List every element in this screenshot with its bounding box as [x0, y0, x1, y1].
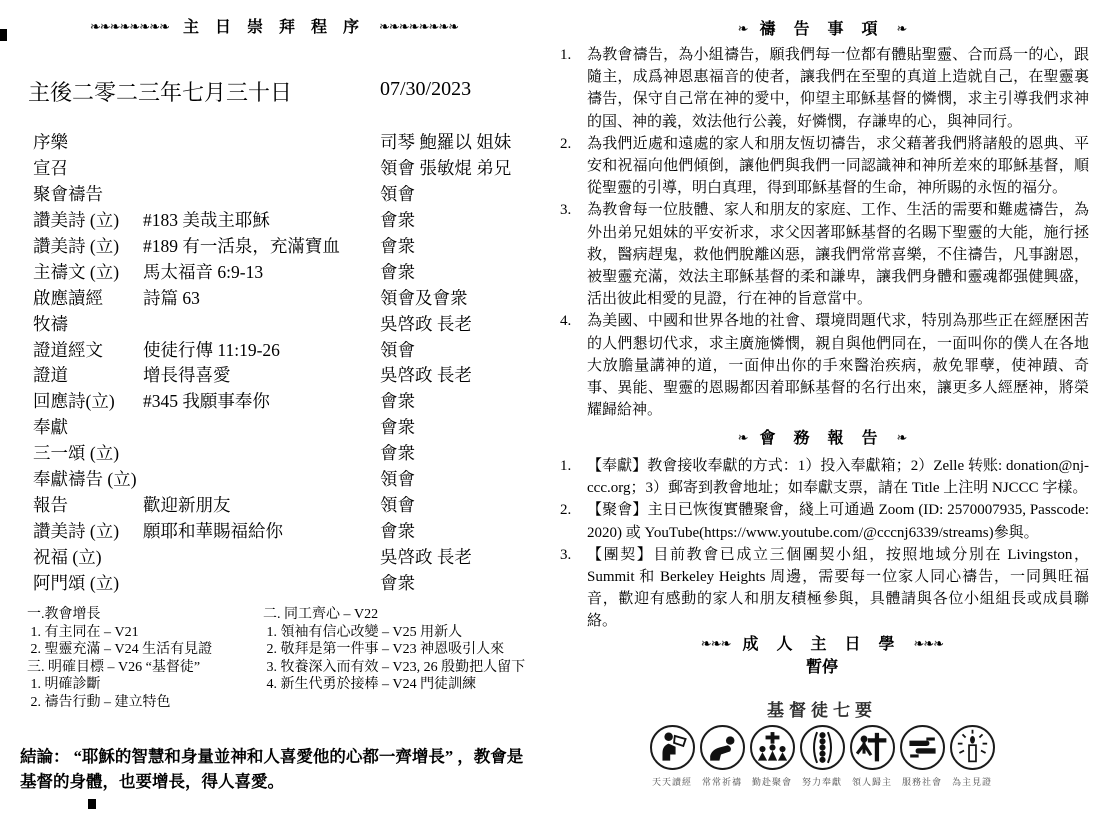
outline-line: 1. 明確診斷 [27, 677, 101, 693]
essential-label: 天天讀經 [651, 777, 692, 787]
christian-seven-essentials [548, 696, 1096, 788]
program-row [33, 284, 545, 310]
program-row [33, 491, 545, 517]
conclusion-text: 結論： “耶穌的智慧和身量並神和人喜愛他的心都一齊增長” ，教會是基督的身體，也要增長，得人喜愛。 [20, 747, 524, 791]
program-item-detail: 詩篇 63 [143, 287, 200, 308]
program-item-label: 序樂 [33, 132, 68, 153]
essential-label: 勤赴聚會 [751, 777, 792, 787]
essential-label: 為主見證 [951, 777, 992, 787]
program-row [33, 466, 545, 492]
essential-cell [897, 725, 947, 788]
list-item [560, 44, 1089, 133]
church-report-list [560, 455, 1089, 633]
program-item-label: 奉獻禱告 (立) [33, 469, 137, 490]
program-row [33, 440, 545, 466]
swirl-ornament-icon: ❧❧❧❧❧❧❧❧ [379, 20, 459, 35]
program-row [33, 543, 545, 569]
program-item-label: 報告 [33, 494, 68, 515]
prayer-items-header [548, 16, 1096, 39]
program-item-detail: 願耶和華賜福給你 [143, 520, 283, 541]
program-item-person: 會衆 [380, 572, 415, 593]
program-item-detail: #189 有一活泉，充滿寶血 [143, 236, 340, 256]
program-item-person: 領會 [380, 339, 415, 360]
program-item-person: 領會 [380, 469, 415, 490]
program-row [33, 258, 545, 284]
outline-line: 2. 聖靈充滿 – V24 生活有見證 [27, 642, 213, 658]
list-item-text: 【奉獻】教會接收奉獻的方式：1）投入奉獻箱；2）Zelle 转账: donation@nj-ccc.org；3）郵寄到教會地址；如奉獻支票，請在 Title 上注明 NJCCC 字樣。 [587, 458, 1089, 497]
swirl-ornament-icon: ❧❧❧ [913, 637, 944, 652]
program-item-person: 吳啓政 長老 [380, 313, 472, 334]
program-item-detail: 增長得喜愛 [143, 365, 231, 386]
program-row [33, 517, 545, 543]
essential-cell [747, 725, 797, 788]
program-item-label: 讚美詩 (立) [33, 236, 120, 256]
list-item [560, 544, 1089, 633]
program-item-person: 會衆 [380, 261, 415, 282]
outline-line: 三. 明確目標 – V26 “基督徒” [27, 659, 201, 675]
essential-cell [647, 725, 697, 788]
program-item-person: 會衆 [380, 520, 415, 541]
program-item-person: 領會及會衆 [380, 287, 468, 308]
list-item-text: 為教會禱告，為小組禱告，願我們每一位都有體貼聖靈、合而爲一的心，跟隨主，成爲神恩惠福音的使者，讓我們在至聖的真道上造就自己，在聖靈裏禱告，保守自己常在神的愛中，仰望主耶穌基督的憐憫，求主引導我們求神的国、神的義，效法他行公義，好憐憫，存謙卑的心，與神同行。 [587, 47, 1089, 130]
program-item-label: 回應詩(立) [33, 391, 115, 412]
list-item [560, 499, 1089, 543]
program-item-person: 會衆 [380, 210, 415, 231]
essential-cell [847, 725, 897, 788]
church-report-title: 會 務 報 告 [759, 430, 885, 447]
list-item-text: 為教會每一位肢體、家人和朋友的家庭、工作、生活的需要和難處禱告，為外出弟兄姐妹的平安祈求，求父因著耶穌基督的名賜下聖靈的大能，施行拯救，醫病趕鬼，救他們脫離凶惡，讓我們常常喜樂，不住禱告，凡事謝恩，被聖靈充滿，效法主耶穌基督的柔和謙卑，讓我們身體和靈魂都强健興盛，活出彼此相愛的見證，行在神的旨意當中。 [587, 202, 1089, 308]
program-item-detail: 使徒行傳 11:19-26 [143, 339, 280, 360]
program-item-label: 讚美詩 (立) [33, 210, 120, 231]
reading-icon [650, 725, 695, 770]
list-item-text: 【聚會】主日已恢復實體聚會，綫上可通過 Zoom (ID: 2570007935, Passcode: 2020) 或 YouTube(https://www.youtube.com/@cccnj6339/streams)參與。 [587, 502, 1089, 541]
program-item-label: 祝福 (立) [33, 546, 102, 567]
program-item-person: 會衆 [380, 443, 415, 464]
program-item-label: 聚會禱告 [33, 184, 103, 205]
program-row [33, 129, 545, 155]
swirl-ornament-icon: ❧ [896, 22, 907, 37]
program-item-label: 讚美詩 (立) [33, 520, 120, 541]
program-item-person: 會衆 [380, 236, 415, 256]
program-row [33, 155, 545, 181]
outline-line: 1. 領袖有信心改變 – V25 用新人 [263, 624, 463, 640]
program-row [33, 388, 545, 414]
program-item-label: 奉獻 [33, 417, 68, 438]
list-item [560, 199, 1089, 310]
swirl-ornament-icon: ❧ [896, 431, 907, 446]
gathering-cross-icon [750, 725, 795, 770]
program-item-detail: #183 美哉主耶穌 [143, 210, 270, 231]
program-item-label: 主禱文 (立) [33, 261, 120, 282]
sunday-school-title: 成 人 主 日 學 [742, 636, 902, 653]
outline-line: 二. 同工齊心 – V22 [263, 607, 379, 622]
program-row [33, 310, 545, 336]
program-item-label: 牧禱 [33, 313, 68, 334]
program-row [33, 233, 545, 259]
date-row [28, 76, 540, 107]
program-item-label: 阿門頌 (立) [33, 572, 120, 593]
program-row [33, 181, 545, 207]
essential-label: 服務社會 [901, 777, 942, 787]
program-row [33, 569, 545, 595]
essential-cell [797, 725, 847, 788]
lead-to-lord-icon [850, 725, 895, 770]
essential-label: 常常祈禱 [701, 777, 742, 787]
list-item-number: 2. [560, 135, 572, 152]
outline-line: 2. 敬拜是第一件事 – V23 神恩吸引人來 [263, 642, 505, 658]
list-item [560, 133, 1089, 200]
list-item-text: 【團契】目前教會已成立三個團契小組，按照地域分別在 Livingston，Summit 和 Berkeley Heights 周邊，需要每一位家人同心禱告，一同興旺福音，歡迎有感動的家人和朋友積極參與，具體請與各位小組組長或成員聯絡。 [587, 546, 1089, 630]
program-item-label: 啟應讀經 [33, 287, 103, 308]
program-item-person: 司琴 鮑羅以 姐妹 [380, 132, 512, 153]
list-item [560, 310, 1089, 421]
program-item-person: 會衆 [380, 391, 415, 412]
list-item [560, 455, 1089, 499]
list-item-number: 1. [560, 47, 572, 63]
program-row [33, 362, 545, 388]
swirl-ornament-icon: ❧❧❧ [700, 637, 731, 652]
program-item-person: 領會 張敏焜 弟兄 [380, 158, 512, 179]
offering-fish-coins-icon [800, 725, 845, 770]
prayer-items-title: 禱 告 事 項 [759, 21, 885, 38]
swirl-ornament-icon: ❧ [737, 22, 748, 37]
date-chinese: 主後二零二三年七月三十日 [28, 80, 293, 105]
outline-column-1 [27, 606, 263, 712]
program-row [33, 207, 545, 233]
church-report-header [548, 425, 1096, 448]
worship-order-header [0, 14, 548, 37]
program-item-person: 吳啓政 長老 [380, 365, 472, 386]
outline-column-2 [263, 606, 545, 712]
program-item-person: 會衆 [380, 417, 415, 438]
praying-icon [700, 725, 745, 770]
program-row [33, 414, 545, 440]
list-item-number: 2. [560, 502, 572, 519]
growth-outline [27, 606, 545, 712]
program-item-person: 領會 [380, 494, 415, 515]
essential-label: 努力奉獻 [801, 777, 842, 787]
sunday-school-status: 暫停 [805, 659, 838, 676]
program-item-label: 三一頌 (立) [33, 443, 120, 464]
program-item-detail: 馬太福音 6:9-13 [143, 261, 264, 282]
program-item-label: 證道經文 [33, 339, 103, 360]
essential-label: 領人歸主 [851, 777, 892, 787]
list-item-number: 4. [560, 313, 572, 330]
program-item-person: 吳啓政 長老 [380, 546, 472, 567]
witness-candle-icon [950, 725, 995, 770]
list-item-text: 為美國、中國和世界各地的社會、環境問題代求，特別為那些正在經歷困苦的人們懇切代求，求主廣施憐憫，親自與他們同在，一面叫你的僕人在各地大放膽量講神的道，一面伸出你的手來醫治疾病，赦免罪孽，使神蹟、奇事、異能、聖靈的恩賜都因着耶穌基督的名行出來，讓更多人經歷神，將榮耀歸給神。 [587, 313, 1089, 419]
outline-line: 2. 禱告行動 – 建立特色 [27, 694, 171, 710]
seven-essentials-title: 基督徒七要 [767, 701, 877, 720]
sunday-school-header [548, 631, 1096, 654]
worship-order-title: 主 日 崇 拜 程 序 [182, 19, 365, 36]
essential-cell [697, 725, 747, 788]
list-item-number: 1. [560, 458, 572, 474]
program-list [33, 129, 545, 595]
prayer-items-list [560, 44, 1089, 421]
outline-line: 4. 新生代勇於接棒 – V24 門徒訓練 [263, 677, 477, 693]
seven-essentials-icons [548, 725, 1096, 788]
program-row [33, 336, 545, 362]
program-item-detail: 歡迎新朋友 [143, 494, 231, 515]
swirl-ornament-icon: ❧❧❧❧❧❧❧❧ [89, 20, 169, 35]
outline-line: 1. 有主同在 – V21 [27, 624, 139, 640]
program-item-label: 宣召 [33, 158, 68, 179]
program-item-detail: #345 我願事奉你 [143, 391, 270, 412]
serve-society-hands-icon [900, 725, 945, 770]
list-item-text: 為我們近處和遠處的家人和朋友恆切禱告，求父藉著我們將諸般的恩典、平安和祝福向他們傾倒，讓他們與我們一同認識神和神所差來的耶穌基督，順從聖靈的引導，明白真理，得到耶穌基督的生命，神所賜的永恆的福分。 [587, 135, 1089, 197]
program-item-label: 證道 [33, 365, 68, 386]
swirl-ornament-icon: ❧ [737, 431, 748, 446]
essential-cell [947, 725, 997, 788]
outline-line: 一.教會增長 [27, 607, 101, 622]
ink-mark-bottom [88, 799, 96, 809]
list-item-number: 3. [560, 202, 572, 219]
date-numeric: 07/30/2023 [380, 78, 472, 100]
outline-line: 3. 牧養深入而有效 – V23, 26 殷勤把人留下 [263, 659, 526, 675]
list-item-number: 3. [560, 546, 572, 563]
program-item-person: 領會 [380, 184, 415, 205]
